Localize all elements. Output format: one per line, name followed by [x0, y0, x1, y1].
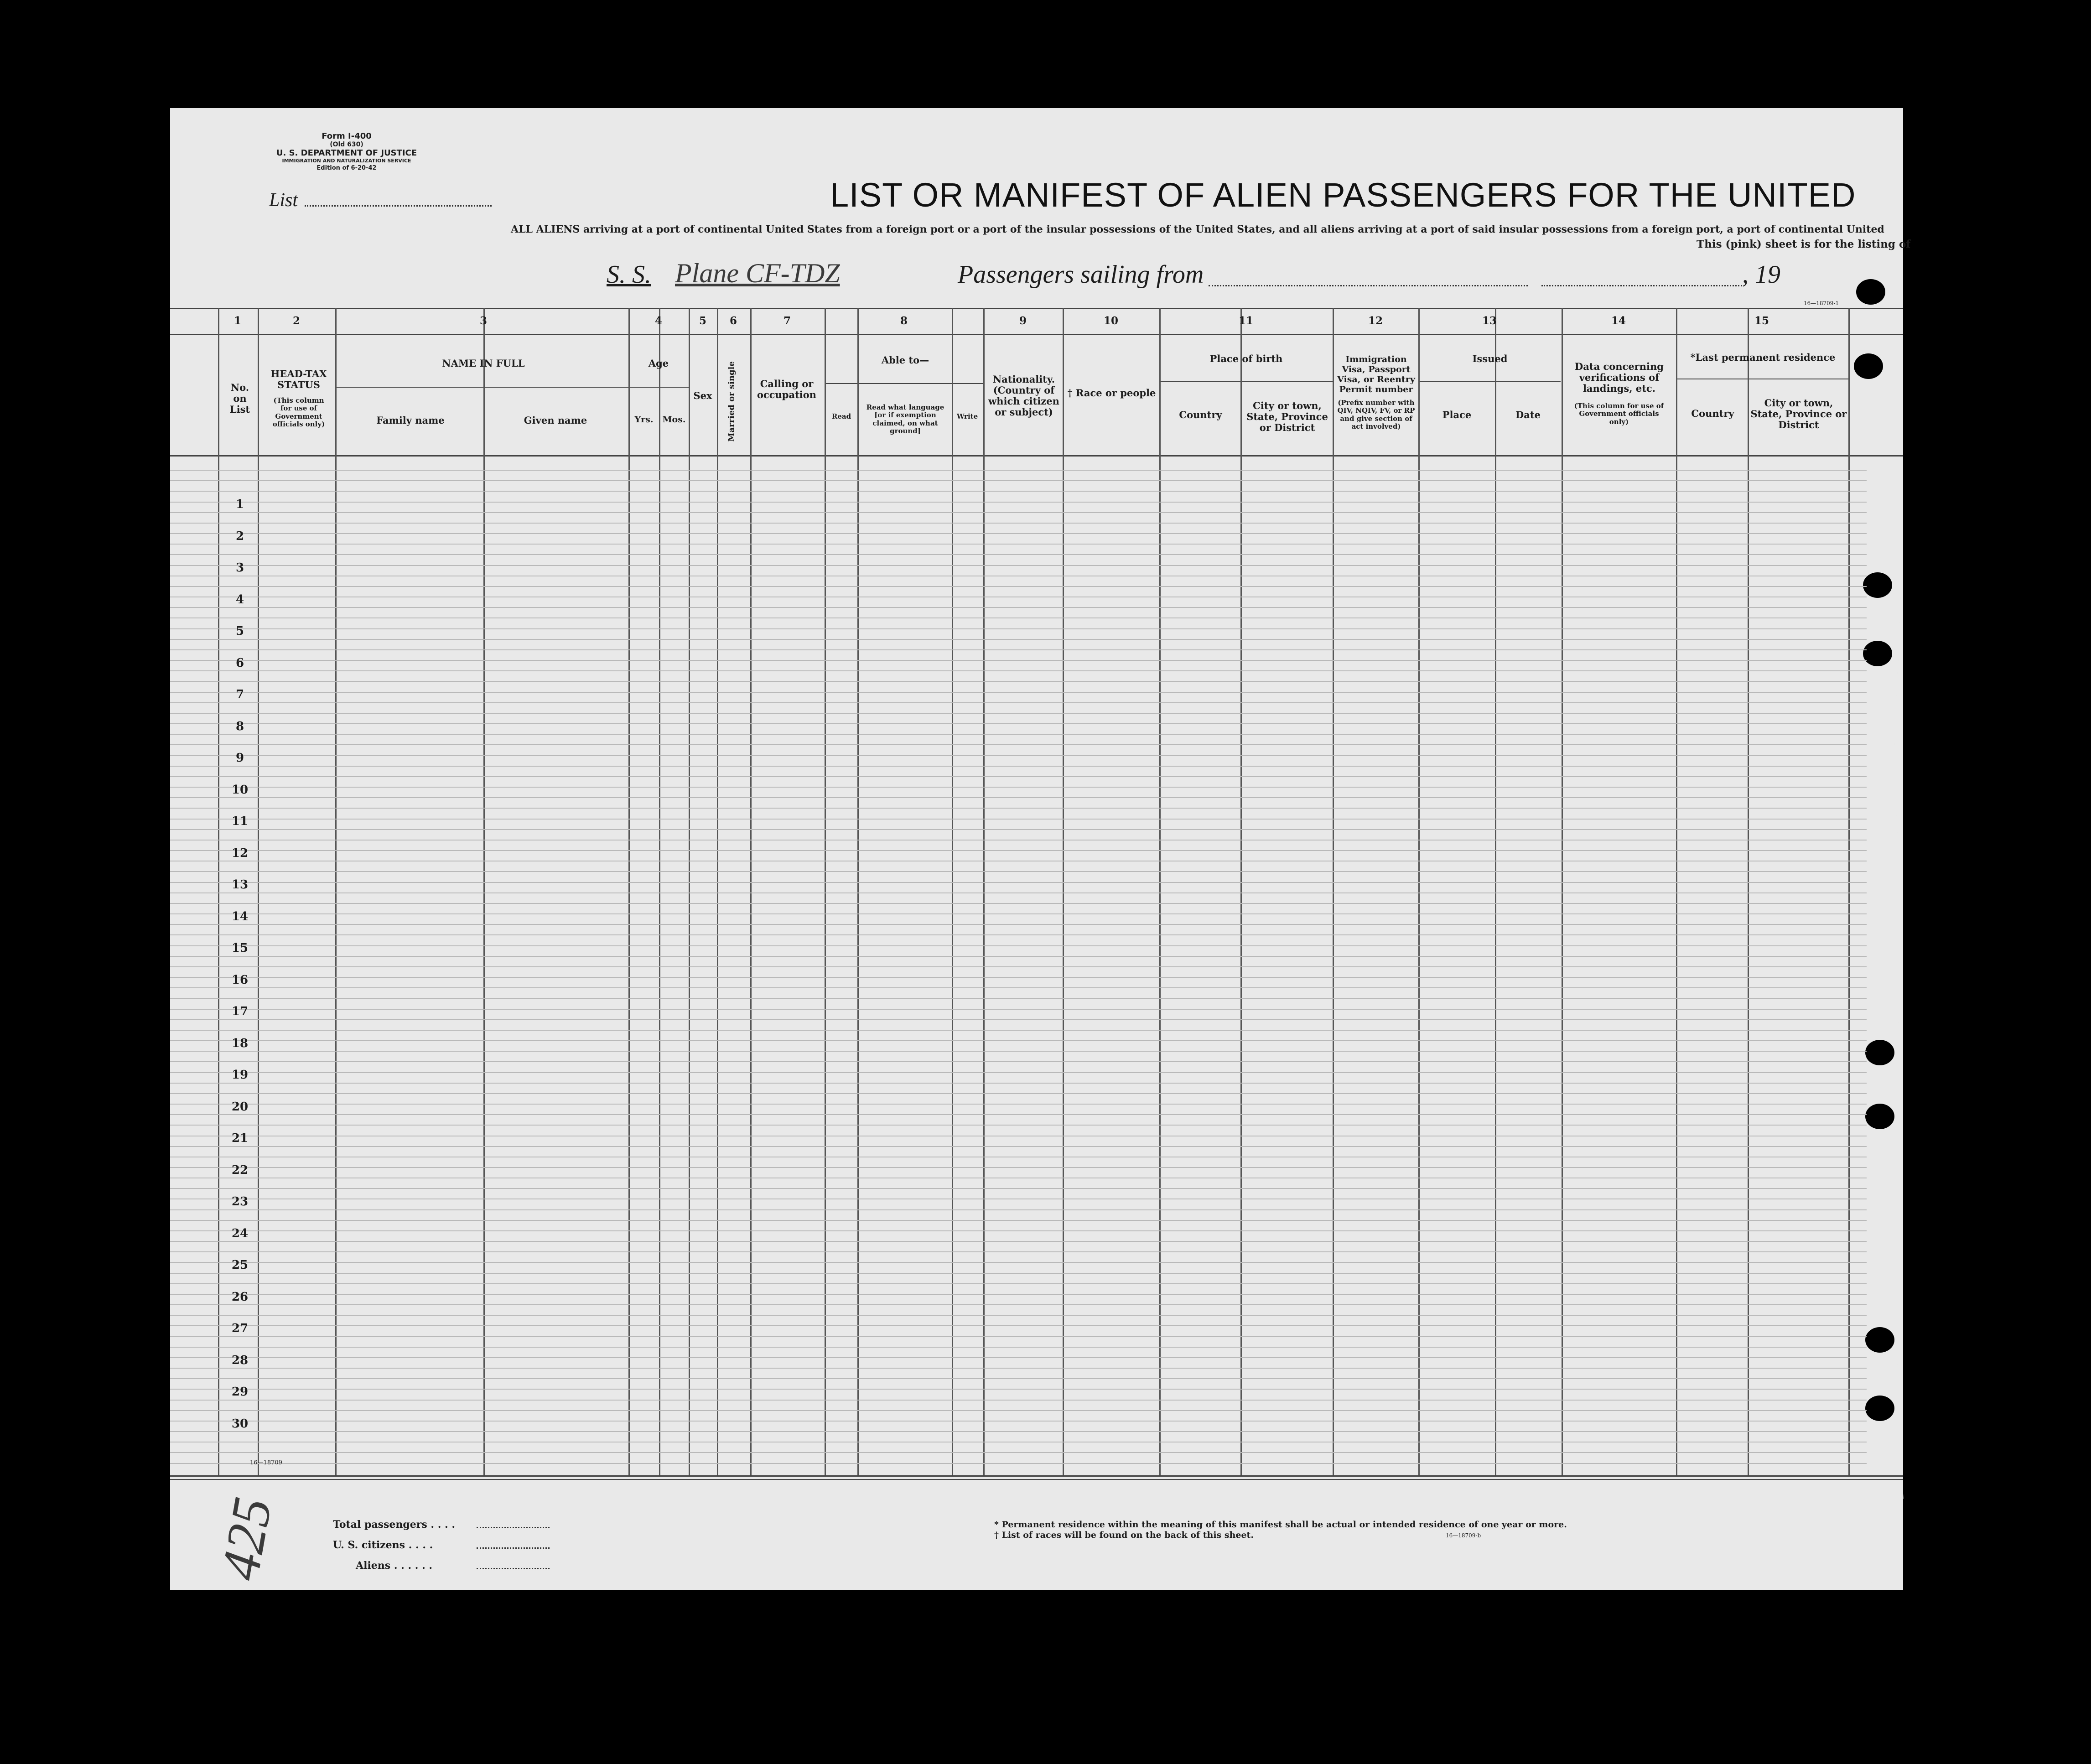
- ruled-line: [170, 892, 1867, 893]
- column-divider: [1562, 308, 1563, 1475]
- punch-hole: [1856, 279, 1885, 305]
- header-issued-date: Date: [1515, 409, 1541, 420]
- ruled-line: [170, 1336, 1867, 1337]
- ruled-line: [170, 692, 1867, 693]
- row-number: 19: [231, 1068, 249, 1082]
- row-number: 17: [231, 1005, 249, 1018]
- ruled-line: [170, 1030, 1867, 1031]
- ruled-line: [170, 607, 1867, 608]
- us-citizens-field[interactable]: [477, 1547, 550, 1549]
- ruled-line: [170, 1273, 1867, 1274]
- column-divider: [628, 308, 630, 1475]
- ruled-line: [170, 617, 1867, 618]
- punch-hole: [1863, 641, 1892, 666]
- ruled-line: [170, 882, 1867, 883]
- header-issued-place: Place: [1442, 409, 1472, 420]
- row-number: 24: [231, 1227, 249, 1240]
- ruled-line: [170, 1061, 1867, 1062]
- row-number: 15: [231, 941, 249, 955]
- header-race: † Race or people: [1067, 387, 1156, 399]
- list-label: List: [269, 190, 298, 211]
- ruled-line: [170, 1209, 1867, 1210]
- header-married: Married or single: [726, 361, 737, 442]
- ruled-line: [170, 871, 1867, 872]
- footer-border: [170, 1479, 1903, 1480]
- row-number: 5: [235, 624, 244, 638]
- ruled-line: [170, 586, 1867, 587]
- header-yrs: Yrs.: [634, 415, 654, 425]
- punch-hole: [1865, 1327, 1894, 1353]
- age-subheader-line: [628, 387, 689, 388]
- ruled-line: [170, 956, 1867, 957]
- column-divider: [659, 308, 660, 1475]
- ruled-line: [170, 987, 1867, 988]
- ruled-line: [170, 787, 1867, 788]
- handwritten-margin-number: 425: [209, 1493, 283, 1585]
- column-divider: [750, 308, 752, 1475]
- form-department: U. S. DEPARTMENT OF JUSTICE: [276, 148, 417, 158]
- row-number: 26: [231, 1290, 249, 1304]
- print-code-footer: 16—18709-b: [1446, 1532, 1481, 1539]
- row-number: 14: [231, 910, 249, 924]
- header-last-residence: *Last permanent residence: [1690, 352, 1836, 363]
- ruled-line: [170, 1230, 1867, 1231]
- row-number: 11: [231, 815, 249, 828]
- punch-hole: [1854, 353, 1883, 379]
- column-divider: [1240, 308, 1242, 1475]
- page-title: LIST OR MANIFEST OF ALIEN PASSENGERS FOR THE UNITED: [830, 176, 1856, 214]
- ruled-line: [170, 702, 1867, 703]
- header-age: Age: [648, 358, 669, 369]
- header-read-language: Read what language [or if exemption claimed, on what ground]: [866, 403, 944, 435]
- year-prefix: , 19: [1742, 260, 1780, 289]
- header-write: Write: [956, 412, 978, 420]
- header-birth-country: Country: [1179, 409, 1222, 420]
- row-number: 8: [235, 720, 244, 733]
- ruled-line: [170, 1019, 1867, 1020]
- ruled-line: [170, 1093, 1867, 1094]
- footnote-residence: * Permanent residence within the meaning of this manifest shall be actual or intended residence of one year or more.: [994, 1520, 1567, 1530]
- ruled-line: [170, 913, 1867, 914]
- ruled-line: [170, 681, 1867, 682]
- ruled-line: [170, 850, 1867, 851]
- column-divider: [1676, 308, 1677, 1475]
- sailing-date-field[interactable]: [1541, 285, 1742, 286]
- header-landings: Data concerning verifications of landings, etc.: [1575, 361, 1664, 394]
- ruled-line: [170, 945, 1867, 946]
- column-number: 8: [900, 315, 908, 327]
- ruled-line: [170, 639, 1867, 640]
- ruled-line: [170, 903, 1867, 904]
- header-family-name: Family name: [376, 415, 445, 426]
- header-mos: Mos.: [662, 415, 686, 425]
- column-number: 2: [292, 315, 300, 327]
- header-head-tax: HEAD-TAX STATUS: [270, 368, 327, 391]
- column-divider: [1748, 308, 1749, 1475]
- column-number: 13: [1482, 315, 1497, 327]
- list-number-field[interactable]: [305, 205, 492, 207]
- header-given-name: Given name: [524, 415, 587, 426]
- column-divider: [857, 308, 859, 1475]
- header-read: Read: [831, 412, 851, 420]
- column-number: 15: [1754, 315, 1769, 327]
- ruled-line: [170, 713, 1867, 714]
- instruction-line-2: This (pink) sheet is for the listing of: [1697, 238, 1911, 250]
- ruled-line: [170, 1114, 1867, 1115]
- ruled-line: [170, 1315, 1867, 1316]
- row-number: 7: [235, 688, 244, 701]
- column-divider: [483, 308, 485, 1475]
- ruled-line: [170, 1072, 1867, 1073]
- column-divider: [689, 308, 690, 1475]
- ruled-line: [170, 649, 1867, 650]
- total-passengers-label: Total passengers . . . .: [333, 1519, 455, 1531]
- issued-subheader-line: [1418, 381, 1561, 382]
- ruled-line: [170, 734, 1867, 735]
- ruled-line: [170, 1400, 1867, 1401]
- ruled-line: [170, 554, 1867, 555]
- row-number: 2: [235, 529, 244, 543]
- form-old-number: (Old 630): [330, 141, 363, 148]
- ruled-line: [170, 533, 1867, 534]
- ruled-line: [170, 924, 1867, 925]
- ruled-line: [170, 766, 1867, 767]
- column-divider: [1495, 308, 1496, 1475]
- aliens-label: Aliens . . . . . .: [356, 1560, 433, 1572]
- row-number: 10: [231, 783, 249, 797]
- ruled-line: [170, 1104, 1867, 1105]
- column-divider: [983, 308, 985, 1475]
- header-visa: Immigration Visa, Passport Visa, or Reentry Permit number: [1337, 354, 1415, 394]
- column-number: 14: [1611, 315, 1626, 327]
- header-place-of-birth: Place of birth: [1209, 353, 1283, 364]
- column-divider: [218, 308, 219, 1475]
- header-issued: Issued: [1472, 353, 1508, 364]
- column-number: 11: [1238, 315, 1253, 327]
- row-number: 16: [231, 973, 249, 987]
- ruled-line: [170, 723, 1867, 724]
- ruled-line: [170, 1188, 1867, 1189]
- ruled-line: [170, 1368, 1867, 1369]
- ruled-line: [170, 523, 1867, 524]
- ruled-line: [170, 565, 1867, 566]
- ruled-line: [170, 1051, 1867, 1052]
- header-residence-city: City or town, State, Province or District: [1750, 397, 1847, 431]
- footnote-races: † List of races will be found on the back of this sheet.: [994, 1530, 1254, 1540]
- ruled-line: [170, 744, 1867, 745]
- ruled-line: [170, 1198, 1867, 1199]
- ruled-line: [170, 670, 1867, 671]
- ruled-line: [170, 544, 1867, 545]
- ruled-line: [170, 1125, 1867, 1126]
- row-number: 29: [231, 1385, 249, 1399]
- punch-hole: [1865, 1104, 1894, 1129]
- form-edition: Edition of 6-20-42: [317, 165, 377, 171]
- punch-hole: [1863, 572, 1892, 598]
- ruled-line: [170, 755, 1867, 756]
- column-number: 12: [1368, 315, 1383, 327]
- header-name-in-full: NAME IN FULL: [442, 358, 525, 369]
- ruled-line: [170, 1083, 1867, 1084]
- ruled-line: [170, 776, 1867, 777]
- row-number: 22: [231, 1163, 249, 1177]
- header-visa-note: (Prefix number with QIV, NQIV, FV, or RP and give section of act involved): [1337, 399, 1415, 431]
- row-number: 1: [235, 498, 244, 511]
- ruled-line: [170, 819, 1867, 820]
- ruled-line: [170, 480, 1867, 481]
- ruled-line: [170, 1357, 1867, 1358]
- ruled-line: [170, 491, 1867, 492]
- table-bottom-border: [170, 1475, 1903, 1477]
- ruled-line: [170, 998, 1867, 999]
- row-number: 28: [231, 1354, 249, 1367]
- table-top-border: [170, 308, 1903, 309]
- ruled-line: [170, 1146, 1867, 1147]
- column-divider: [717, 308, 718, 1475]
- row-number: 27: [231, 1322, 249, 1335]
- column-number: 9: [1019, 315, 1027, 327]
- ruled-line: [170, 1325, 1867, 1326]
- us-citizens-label: U. S. citizens . . . .: [333, 1539, 433, 1551]
- ruled-line: [170, 1220, 1867, 1221]
- ruled-line: [170, 808, 1867, 809]
- column-divider: [825, 308, 826, 1475]
- ruled-line: [170, 1251, 1867, 1252]
- total-passengers-field[interactable]: [477, 1527, 550, 1528]
- header-landings-note: (This column for use of Government officials only): [1574, 402, 1664, 426]
- row-number: 25: [231, 1258, 249, 1272]
- column-number-border: [170, 334, 1903, 335]
- header-birth-city: City or town, State, Province or District: [1246, 400, 1328, 434]
- column-divider: [335, 308, 337, 1475]
- column-divider: [1848, 308, 1850, 1475]
- ruled-line: [170, 1009, 1867, 1010]
- ruled-line: [170, 1347, 1867, 1348]
- row-number: 20: [231, 1100, 249, 1114]
- ruled-line: [170, 977, 1867, 978]
- row-number: 4: [235, 593, 244, 607]
- ruled-line: [170, 1262, 1867, 1263]
- ruled-line: [170, 512, 1867, 513]
- form-service: IMMIGRATION AND NATURALIZATION SERVICE: [282, 158, 411, 164]
- ruled-line: [170, 1294, 1867, 1295]
- ruled-line: [170, 1389, 1867, 1390]
- ruled-line: [170, 1040, 1867, 1041]
- sailing-label: Passengers sailing from: [958, 260, 1204, 289]
- ruled-line: [170, 1241, 1867, 1242]
- punch-hole: [1865, 1396, 1894, 1421]
- aliens-field[interactable]: [477, 1568, 550, 1569]
- ruled-line: [170, 1421, 1867, 1422]
- row-number: 3: [235, 561, 244, 575]
- print-code-left: 16—18709: [250, 1459, 282, 1466]
- row-number: 21: [231, 1131, 249, 1145]
- ruled-line: [170, 1378, 1867, 1379]
- column-number: 5: [699, 315, 706, 327]
- header-bottom-border: [170, 455, 1903, 457]
- row-number: 9: [235, 751, 244, 765]
- print-code-top: 16—18709-1: [1804, 300, 1839, 306]
- header-calling: Calling or occupation: [757, 378, 817, 401]
- row-number: 18: [231, 1037, 249, 1050]
- row-number: 12: [231, 846, 249, 860]
- ruled-line: [170, 934, 1867, 935]
- ruled-line: [170, 829, 1867, 830]
- row-number: 6: [235, 656, 244, 670]
- header-head-tax-note: (This column for use of Government officials only): [272, 396, 325, 428]
- ruled-line: [170, 1431, 1867, 1432]
- header-able-to: Able to—: [881, 354, 929, 366]
- ruled-line: [170, 470, 1867, 471]
- instruction-line-1: ALL ALIENS arriving at a port of continental United States from a foreign port or a port of the insular possessions of the United States, and all aliens arriving at a port of said insular possessions from a foreign port, a port of continental United: [511, 223, 1884, 235]
- sailing-port-field[interactable]: [1209, 285, 1528, 286]
- ruled-line: [170, 628, 1867, 629]
- ruled-line: [170, 966, 1867, 967]
- row-number: 23: [231, 1195, 249, 1209]
- ruled-line: [170, 1304, 1867, 1305]
- header-residence-country: Country: [1691, 408, 1734, 419]
- column-number: 6: [729, 315, 737, 327]
- header-nationality: Nationality. (Country of which citizen or subject): [988, 374, 1059, 418]
- column-divider: [1418, 308, 1420, 1475]
- column-divider: [952, 308, 953, 1475]
- column-divider: [258, 308, 259, 1475]
- column-number: 10: [1103, 315, 1118, 327]
- column-divider: [1159, 308, 1161, 1475]
- header-sex: Sex: [693, 390, 712, 401]
- able-subheader-line: [825, 383, 983, 384]
- column-number: 7: [783, 315, 791, 327]
- row-number: 13: [231, 878, 249, 892]
- vessel-prefix: S. S.: [607, 260, 651, 289]
- form-number: Form I-400: [322, 131, 372, 141]
- header-no-on-list: No. on List: [229, 382, 250, 415]
- ruled-line: [170, 1452, 1867, 1453]
- column-divider: [1063, 308, 1064, 1475]
- ruled-line: [170, 660, 1867, 661]
- ruled-line: [170, 797, 1867, 798]
- birth-subheader-line: [1159, 381, 1333, 382]
- row-number: 30: [231, 1417, 249, 1431]
- ruled-line: [170, 1283, 1867, 1284]
- column-number: 4: [654, 315, 662, 327]
- ruled-line: [170, 502, 1867, 503]
- column-divider: [1333, 308, 1334, 1475]
- column-number: 1: [233, 315, 241, 327]
- column-number: 3: [479, 315, 487, 327]
- ruled-line: [170, 1463, 1867, 1464]
- ruled-line: [170, 1167, 1867, 1168]
- ruled-line: [170, 1410, 1867, 1411]
- vessel-name-handwritten[interactable]: Plane CF-TDZ: [675, 258, 840, 288]
- punch-hole: [1865, 1040, 1894, 1065]
